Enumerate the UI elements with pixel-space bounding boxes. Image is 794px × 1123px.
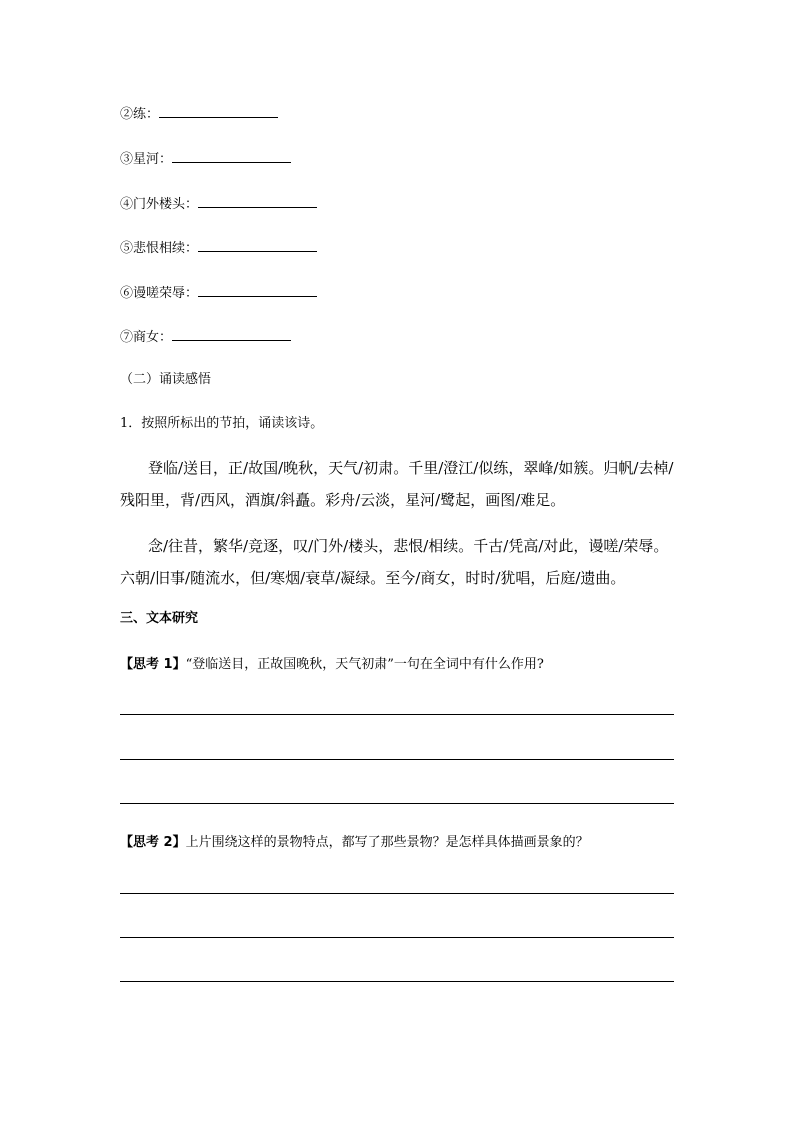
question-2 xyxy=(120,834,589,852)
fill-item xyxy=(120,103,278,124)
question-text: 上片围绕这样的景物特点，都写了那些景物？是怎样具体描画景象的？ xyxy=(185,835,589,850)
fill-item xyxy=(120,237,317,258)
fill-item-label: ③星河： xyxy=(120,152,173,167)
fill-item-label: ⑥谩嗟荣辱： xyxy=(120,286,199,301)
answer-line[interactable] xyxy=(120,937,674,938)
answer-line[interactable] xyxy=(120,803,674,804)
question-tag: 【思考 2】 xyxy=(120,835,186,850)
question-text: “登临送目，正故国晚秋，天气初肃”一句在全词中有什么作用? xyxy=(185,657,544,672)
answer-line[interactable] xyxy=(120,759,674,760)
answer-line[interactable] xyxy=(120,714,674,715)
fill-blank[interactable] xyxy=(159,103,278,118)
fill-item-label: ④门外楼头： xyxy=(120,197,199,212)
poem-paragraph-2: 念/往昔，繁华/竞逐，叹/门外/楼头，悲恨/相续。千古/凭高/对此，谩嗟/荣辱。六朝/旧事/随流水，但/寒烟/衰草/凝绿。至今/商女，时时/犹唱，后庭/遗曲。 xyxy=(120,537,669,587)
fill-blank[interactable] xyxy=(198,193,317,208)
fill-blank[interactable] xyxy=(172,326,291,341)
poem-paragraph-1: 登临/送目，正/故国/晚秋，天气/初肃。千里/澄江/似练，翠峰/如簇。归帆/去棹/残阳里，背/西风，酒旗/斜矗。彩舟/云淡，星河/鹭起，画图/难足。 xyxy=(120,459,674,509)
fill-item xyxy=(120,148,291,169)
question-tag: 【思考 1】 xyxy=(120,657,186,672)
section-heading: （二）诵读感悟 xyxy=(120,372,212,387)
fill-item xyxy=(120,282,317,303)
section-heading: 三、文本研究 xyxy=(120,611,199,626)
fill-item-label: ⑦商女： xyxy=(120,330,173,345)
fill-item-label: ②练： xyxy=(120,107,160,122)
fill-blank[interactable] xyxy=(172,148,291,163)
answer-line[interactable] xyxy=(120,981,674,982)
fill-blank[interactable] xyxy=(198,282,317,297)
question-1 xyxy=(120,656,544,674)
fill-item-label: ⑤悲恨相续： xyxy=(120,241,199,256)
answer-line[interactable] xyxy=(120,893,674,894)
fill-item xyxy=(120,193,317,214)
task-instruction: 1．按照所标出的节拍，诵读该诗。 xyxy=(120,416,324,431)
fill-item xyxy=(120,326,291,347)
fill-blank[interactable] xyxy=(198,237,317,252)
